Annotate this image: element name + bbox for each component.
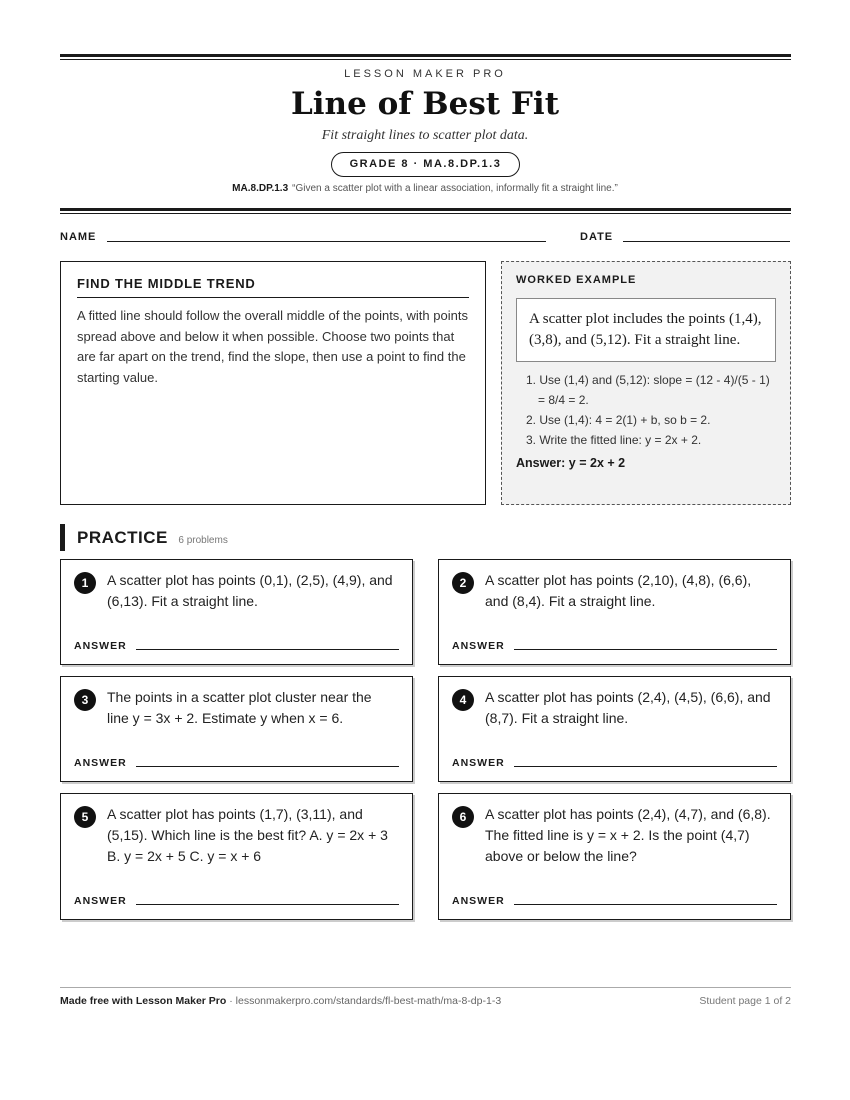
standard-text: “Given a scatter plot with a linear association, informally fit a straight line.” (292, 183, 618, 194)
practice-count: 6 problems (178, 535, 228, 546)
worked-example-problem: A scatter plot includes the points (1,4), (3,8), and (5,12). Fit a straight line. (516, 298, 776, 362)
worked-example-heading: WORKED EXAMPLE (516, 274, 637, 286)
answer-label: ANSWER (74, 757, 127, 769)
answer-label: ANSWER (452, 640, 505, 652)
footer-rule (60, 987, 791, 988)
date-label: DATE (580, 231, 614, 243)
problem-number: 6 (452, 806, 474, 828)
problem-text: A scatter plot has points (2,10), (4,8), (6,6), and (8,4). Fit a straight line. (485, 572, 752, 609)
concept-heading: FIND THE MIDDLE TREND (77, 276, 469, 298)
answer-line[interactable] (136, 649, 399, 650)
problem-text: A scatter plot has points (2,4), (4,7), and (6,8). The fitted line is y = x + 2. Is the point (4,7) above or below the line? (485, 806, 771, 864)
problem-card-6 (438, 793, 791, 920)
worked-example-step: 2. Use (1,4): 4 = 2(1) + b, so b = 2. (526, 413, 711, 427)
worksheet-subtitle: Fit straight lines to scatter plot data. (321, 128, 529, 143)
name-label: NAME (60, 231, 97, 243)
worked-example-step: 1. Use (1,4) and (5,12): slope = (12 - 4)/(5 - 1) = 8/4 = 2. (526, 373, 770, 407)
problem-text: A scatter plot has points (1,7), (3,11), and (5,15). Which line is the best fit? A. y = 2x + 3 B. y = 2x + 5 C. y = x + 6 (107, 806, 388, 864)
name-field[interactable] (107, 241, 546, 242)
problem-card-2 (438, 559, 791, 665)
worked-example-steps (516, 370, 776, 450)
answer-line[interactable] (136, 766, 399, 767)
date-field[interactable] (623, 241, 790, 242)
problem-number: 4 (452, 689, 474, 711)
problem-text: A scatter plot has points (0,1), (2,5), (4,9), and (6,13). Fit a straight line. (107, 572, 393, 609)
worked-example-box (501, 261, 791, 505)
answer-line[interactable] (514, 904, 777, 905)
answer-line[interactable] (136, 904, 399, 905)
problem-text: The points in a scatter plot cluster near the line y = 3x + 2. Estimate y when x = 6. (107, 689, 372, 726)
problem-card-1 (60, 559, 413, 665)
footer-made-with: Made free with Lesson Maker Pro (60, 995, 227, 1007)
worked-example-step: 3. Write the fitted line: y = 2x + 2. (526, 433, 702, 447)
grade-standard-badge: GRADE 8 · MA.8.DP.1.3 (331, 152, 520, 177)
answer-label: ANSWER (452, 757, 505, 769)
problem-number: 1 (74, 572, 96, 594)
worked-example-answer: Answer: y = 2x + 2 (516, 456, 626, 470)
brand-name: LESSON MAKER PRO (344, 68, 506, 80)
concept-body: A fitted line should follow the overall middle of the points, with points spread above and below it when possible. Choose two points that are far apart on the trend, find the slope, then use a point to find the starting value. (77, 308, 468, 385)
answer-label: ANSWER (74, 895, 127, 907)
practice-header (60, 524, 228, 551)
answer-line[interactable] (514, 649, 777, 650)
problem-card-4 (438, 676, 791, 782)
footer-credit (60, 995, 501, 1007)
problem-card-3 (60, 676, 413, 782)
worksheet-title: Line of Best Fit (290, 86, 560, 122)
practice-title: PRACTICE (77, 528, 168, 547)
concept-box (60, 261, 486, 505)
problem-number: 5 (74, 806, 96, 828)
footer-page-number: Student page 1 of 2 (699, 995, 791, 1007)
problem-number: 3 (74, 689, 96, 711)
standard-description (0, 183, 850, 194)
problem-card-5 (60, 793, 413, 920)
answer-label: ANSWER (452, 895, 505, 907)
header-bottom-rule (60, 208, 791, 214)
problem-text: A scatter plot has points (2,4), (4,5), (6,6), and (8,7). Fit a straight line. (485, 689, 771, 726)
answer-label: ANSWER (74, 640, 127, 652)
problem-number: 2 (452, 572, 474, 594)
footer-url[interactable]: · lessonmakerpro.com/standards/fl-best-math/ma-8-dp-1-3 (226, 995, 502, 1007)
standard-code: MA.8.DP.1.3 (232, 183, 289, 194)
answer-line[interactable] (514, 766, 777, 767)
header-top-rule (60, 54, 791, 60)
